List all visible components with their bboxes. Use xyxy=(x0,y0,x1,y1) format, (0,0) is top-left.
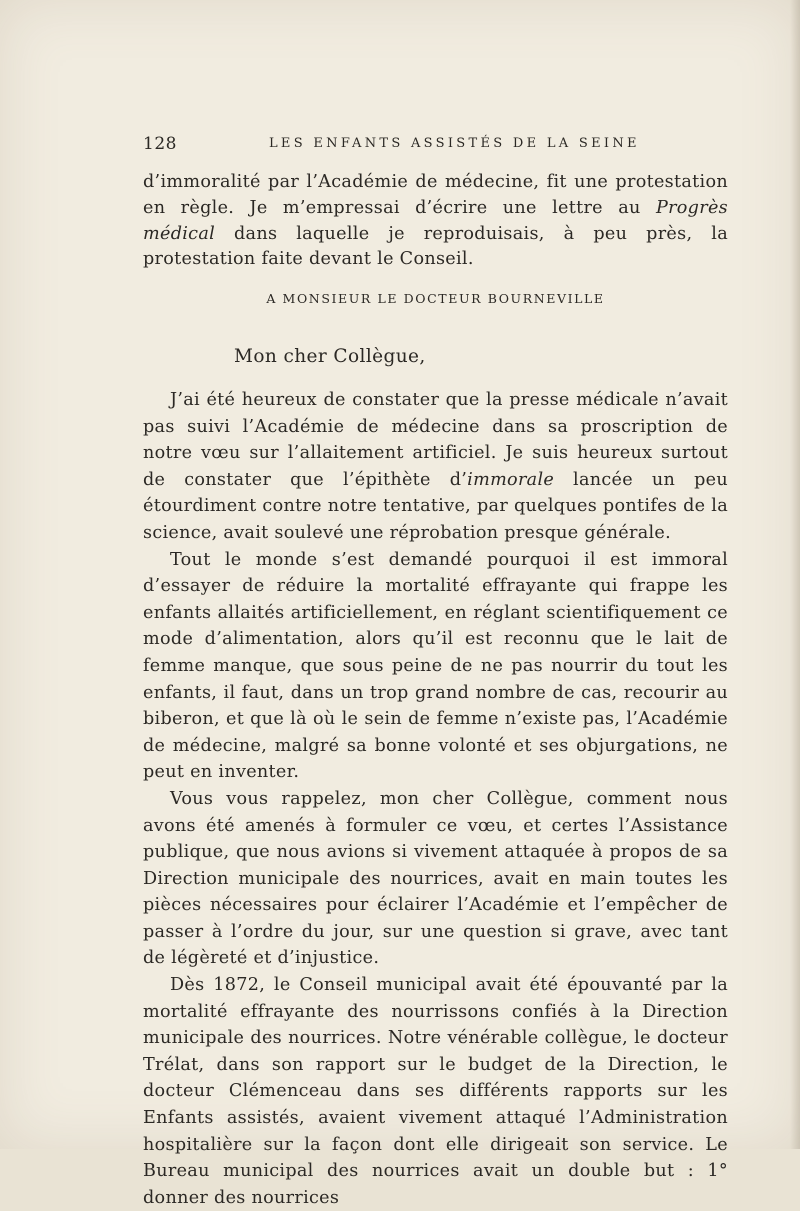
letter-heading: A MONSIEUR LE DOCTEUR BOURNEVILLE xyxy=(266,291,605,306)
letter-paragraph-2: Tout le monde s’est demandé pourquoi il est immoral d’essayer de réduire la mortalité effrayante qui frappe les enfants allaités artificiellement, en réglant scientifiquement ce mode d’alimentation, alors qu’il est reconnu que le lait de femme manque, que sous peine de ne pas nourrir du tout les enfants, il faut, dans un trop grand nombre de cas, recourir au biberon, et que là où le sein de femme n’existe pas, l’Académie de médecine, malgré sa bonne volonté et ses objurgations, ne peut en inventer. xyxy=(143,549,728,783)
letter-paragraph-3: Vous vous rappelez, mon cher Collègue, comment nous avons été amenés à formuler ce vœu, et certes l’Assistance publique, que nous avions si vivement attaquée à propos de sa Direction municipale des nourrices, avait en main toutes les pièces nécessaires pour éclairer l’Académie et l’empêcher de passer à l’ordre du jour, sur une question si grave, avec tant de légèreté et d’injustice. xyxy=(143,788,728,969)
italic-word-immorale: immorale xyxy=(467,469,555,490)
page-edge-shadow xyxy=(790,0,800,1149)
letter-paragraph-1-end: lancée un peu étourdiment contre notre tentative, par quelques pontifes de la science, avait soulevé une réprobation presque générale. xyxy=(143,469,728,543)
letter-paragraph-4: Dès 1872, le Conseil municipal avait été épouvanté par la mortalité effrayante des nourrissons confiés à la Direction municipale des nourrices. Notre vénérable collègue, le docteur Trélat, dans son rapport sur le budget de la Direction, le docteur Clémenceau dans ses différents rapports sur les Enfants assistés, avaient vivement attaqué l’Administration hospitalière sur la façon dont elle dirigeait son service. Le Bureau municipal des nourrices avait un double but : 1° donner des nourrices xyxy=(143,975,728,1208)
letter-paragraph-1 xyxy=(143,387,728,547)
page-header xyxy=(143,134,728,158)
letter-salutation: Mon cher Collègue, xyxy=(234,346,426,367)
intro-paragraph xyxy=(143,170,728,273)
intro-text-start: d’immoralité par l’Académie de médecine, fit une protestation en règle. Je m’empressai d’écrire une lettre au xyxy=(143,172,728,218)
journal-title: Progrès médical xyxy=(143,197,728,244)
letter-body xyxy=(143,387,728,1211)
page-number: 128 xyxy=(143,134,177,154)
intro-paragraph-block xyxy=(143,170,728,273)
intro-text-end: dans laquelle je reproduisais, à peu près, la protestation faite devant le Conseil. xyxy=(143,223,728,270)
letter-paragraph-1-start: J’ai été heureux de constater que la presse médicale n’avait pas suivi l’Académie de médecine dans sa proscription de notre vœu sur l’allaitement artificiel. Je suis heureux surtout de constater que l’épithète d’ xyxy=(143,390,728,490)
running-title: LES ENFANTS ASSISTÉS DE LA SEINE xyxy=(269,136,640,151)
